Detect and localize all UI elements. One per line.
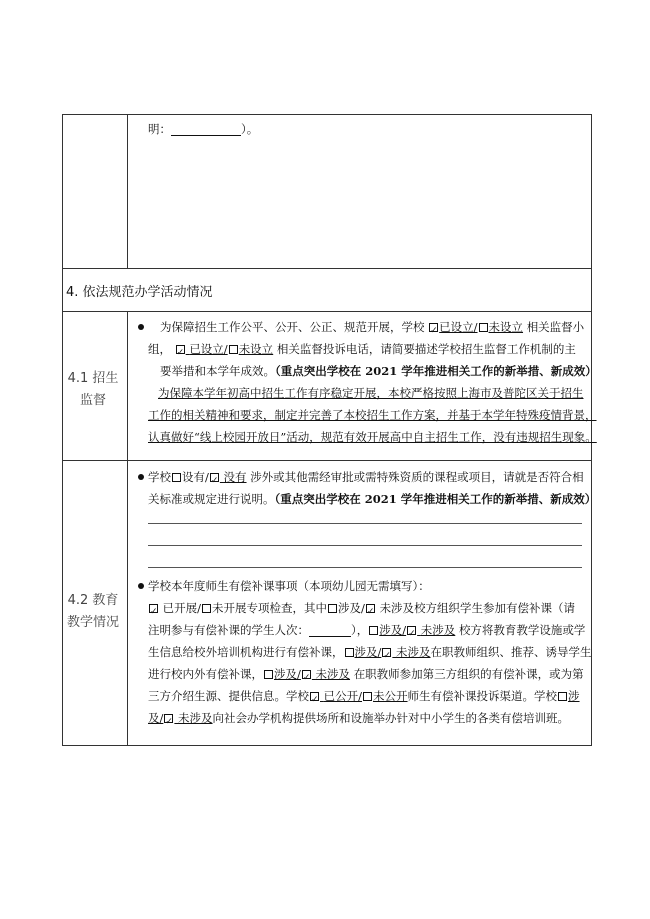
text: 进行校内外有偿补课， — [148, 667, 263, 681]
option-label: 未公开 — [373, 689, 408, 703]
text: 相关监督投诉电话，请简要描述学校招生监督工作机制的主 — [276, 342, 576, 356]
enrollment-answer-2: 工作的相关精神和要求，制定并完善了本校招生工作方案，并基于本学年特殊疫情背景， — [148, 408, 597, 422]
text: 组， — [148, 342, 171, 356]
tutoring-line-5 — [148, 685, 580, 707]
continuation-prefix: 明： — [148, 122, 171, 136]
checkbox-checked-icon[interactable] — [429, 323, 438, 332]
text: 校方将教育教学设施或学 — [458, 623, 586, 637]
text: 在职教师参加第三方组织的有偿补课，或为第 — [353, 667, 584, 681]
checkbox-icon[interactable] — [172, 473, 181, 482]
option-label: 涉及/ — [379, 623, 407, 637]
text: 学校 — [148, 470, 171, 484]
courses-line-1 — [148, 466, 584, 488]
checkbox-checked-icon[interactable] — [382, 648, 391, 657]
checkbox-checked-icon[interactable] — [164, 714, 173, 723]
checkbox-icon[interactable] — [558, 692, 567, 701]
column-divider — [127, 114, 128, 268]
option-label: 涉 — [568, 689, 580, 703]
emphasis-text: （重点突出学校在 2021 学年推进相关工作的新举措、新成效） — [274, 492, 597, 506]
option-label: 未设立 — [238, 342, 274, 356]
checkbox-icon[interactable] — [264, 670, 273, 679]
option-label: 未设立 — [488, 320, 524, 334]
checkbox-icon[interactable] — [328, 604, 337, 613]
enrollment-line-3 — [160, 360, 597, 382]
answer-line[interactable] — [148, 567, 582, 568]
text: 在职教师组织、推荐、诱导学生 — [430, 645, 592, 659]
option-label: 涉及/ — [354, 645, 382, 659]
option-label: 未涉及 — [420, 623, 456, 637]
option-label: 已设立/ — [439, 320, 478, 334]
text: 三方介绍生源、提供信息。学校 — [148, 689, 309, 703]
text: 涉外或其他需经审批或需特殊资质的课程或项目，请就是否符合相 — [250, 470, 584, 484]
option-label: 设有/ — [182, 470, 209, 484]
checkbox-checked-icon[interactable] — [149, 604, 158, 613]
checkbox-checked-icon[interactable] — [302, 670, 311, 679]
row-label-enrollment-l2: 监督 — [79, 393, 106, 408]
option-label: 没有 — [223, 470, 247, 484]
text: 生信息给校外培训机构进行有偿补课， — [148, 645, 344, 659]
emphasis-text: （重点突出学校在 2021 学年推进相关工作的新举措、新成效） — [275, 364, 597, 378]
option-label: 已设立/ — [189, 342, 228, 356]
row-label-enrollment-l1: 4.1 招生 — [67, 371, 119, 386]
enrollment-line-2 — [148, 338, 576, 360]
text: ）， — [351, 623, 369, 637]
checkbox-checked-icon[interactable] — [407, 626, 416, 635]
checkbox-icon[interactable] — [479, 323, 488, 332]
checkbox-checked-icon[interactable] — [176, 345, 185, 354]
option-label: 未涉及 — [315, 667, 351, 681]
enrollment-answer-3: 认真做好“线上校园开放日”活动，规范有效开展高中自主招生工作，没有违规招生现象。 — [148, 430, 597, 444]
option-label: 未涉及 — [178, 711, 213, 725]
courses-line-2 — [148, 488, 596, 510]
row-divider — [62, 268, 592, 269]
tutoring-line-1 — [148, 597, 575, 619]
option-label: 未涉及 — [396, 645, 431, 659]
enrollment-answer-1: 为保障本学年初高中招生工作有序稳定开展，本校严格按照上海市及普陀区关于招生 — [158, 386, 584, 400]
row-divider — [62, 460, 592, 461]
tutoring-line-4 — [148, 663, 584, 685]
checkbox-icon[interactable] — [202, 604, 211, 613]
text: 注明参与有偿补课的学生人次： — [148, 623, 309, 637]
text: 校方组织学生参加有偿补课（请 — [414, 601, 576, 615]
checkbox-icon[interactable] — [363, 692, 372, 701]
option-label: 已开展/ — [162, 601, 202, 615]
text: 向社会办学机构提供场所和设施举办针对中小学生的各类有偿培训班。 — [212, 711, 570, 725]
text: 关标准或规定进行说明。 — [148, 492, 275, 506]
option-label: 及/ — [148, 711, 164, 725]
text: 未开展专项检查，其中 — [212, 601, 328, 615]
column-divider — [127, 311, 128, 746]
checkbox-icon[interactable] — [345, 648, 354, 657]
tutoring-line-3 — [148, 641, 592, 663]
checkbox-checked-icon[interactable] — [310, 692, 319, 701]
text: 师生有偿补课投诉渠道。学校 — [407, 689, 558, 703]
text: 要举措和本学年成效。 — [160, 364, 275, 378]
answer-line[interactable] — [148, 545, 582, 546]
tutoring-line-2 — [148, 619, 585, 641]
option-label: 未涉及 — [379, 601, 415, 615]
blank-field[interactable] — [171, 121, 241, 136]
row-label-teaching-l2: 教学情况 — [66, 615, 119, 630]
checkbox-icon[interactable] — [229, 345, 238, 354]
text: 相关监督小 — [526, 320, 585, 334]
bullet-icon — [138, 583, 144, 589]
bullet-icon — [138, 474, 144, 480]
bullet-icon — [138, 324, 144, 330]
student-count-field[interactable] — [309, 622, 351, 637]
enrollment-line-1 — [160, 316, 584, 338]
continuation-suffix: ）。 — [241, 122, 259, 136]
row-divider — [62, 311, 592, 312]
text: 为保障招生工作公平、公开、公正、规范开展，学校 — [160, 320, 425, 334]
checkbox-checked-icon[interactable] — [210, 473, 219, 482]
tutoring-line-6 — [148, 707, 569, 729]
answer-line[interactable] — [148, 523, 582, 524]
checkbox-icon[interactable] — [369, 626, 378, 635]
option-label: 涉及/ — [274, 667, 301, 681]
row-label-teaching-l1: 4.2 教育 — [67, 593, 119, 608]
option-label: 涉及/ — [338, 601, 365, 615]
option-label: 已公开/ — [323, 689, 363, 703]
tutoring-title: 学校本年度师生有偿补课事项（本项幼儿园无需填写）： — [148, 579, 430, 593]
continuation-line — [148, 118, 258, 140]
checkbox-checked-icon[interactable] — [366, 604, 375, 613]
section-title: 4. 依法规范办学活动情况 — [66, 285, 213, 300]
